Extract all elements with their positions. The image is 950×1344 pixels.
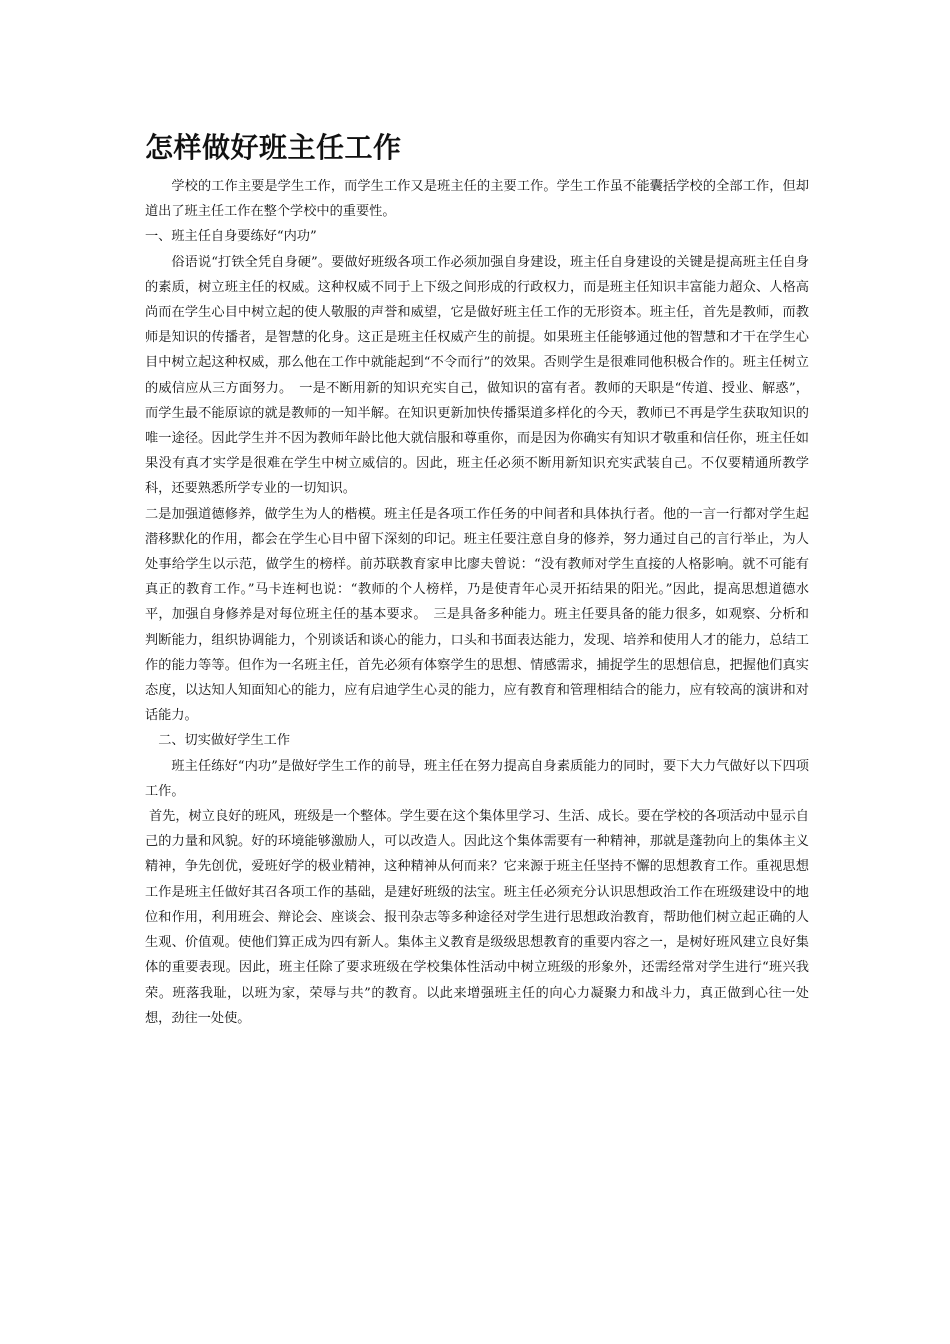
intro-paragraph: 学校的工作主要是学生工作，而学生工作又是班主任的主要工作。学生工作虽不能囊括学校的全部工作，但却道出了班主任工作在整个学校中的重要性。 — [145, 179, 809, 220]
document-title: 怎样做好班主任工作 — [145, 131, 402, 164]
document-page — [145, 128, 809, 1031]
section1-paragraph-1: 俗语说“打铁全凭自身硬”。要做好班级各项工作必须加强自身建设，班主任自身建设的关键是提高班主任自身的素质，树立班主任的权威。这种权威不同于上下级之间形成的行政权力，而是班主任知识丰富能力超众、人格高尚而在学生心目中树立起的使人敬服的声誉和威望，它是做好班主任工作的无形资本。班主任，首先是教师，而教师是知识的传播者，是智慧的化身。这正是班主任权威产生的前提。如果班主任能够通过他的智慧和才干在学生心目中树立起这种权威，那么他在工作中就能起到“不令而行”的效果。否则学生是很难同他积极合作的。班主任树立的威信应从三方面努力。 一是不断用新的知识充实自己，做知识的富有者。教师的天职是“传道、授业、解惑”，而学生最不能原谅的就是教师的一知半解。在知识更新加快传播渠道多样化的今天，教师已不再是学生获取知识的唯一途径。因此学生并不因为教师年龄比他大就信服和尊重你，而是因为你确实有知识才敬重和信任你，班主任如果没有真才实学是很难在学生中树立威信的。因此，班主任必须不断用新知识充实武装自己。不仅要精通所教学科，还要熟悉所学专业的一切知识。 — [145, 254, 809, 497]
section2-heading: 二、切实做好学生工作 — [158, 733, 291, 749]
section1-paragraph-2: 二是加强道德修养，做学生为人的楷模。班主任是各项工作任务的中间者和具体执行者。他的一言一行都对学生起潜移默化的作用，都会在学生心目中留下深刻的印记。班主任要注意自身的修养，努力通过自己的言行举止，为人处事给学生以示范，做学生的榜样。前苏联教育家申比廖夫曾说：“没有教师对学生直接的人格影响。就不可能有真正的教育工作。”马卡连柯也说：“教师的个人榜样，乃是使青年心灵开拓结果的阳光。”因此，提高思想道德水平，加强自身修养是对每位班主任的基本要求。 三是具备多种能力。班主任要具备的能力很多，如观察、分析和判断能力，组织协调能力，个别谈话和谈心的能力，口头和书面表达能力，发现、培养和使用人才的能力，总结工作的能力等等。但作为一名班主任，首先必须有体察学生的思想、情感需求，捕捉学生的思想信息，把握他们真实态度，以达知人知面知心的能力，应有启迪学生心灵的能力，应有教育和管理相结合的能力，应有较高的演讲和对话能力。 — [145, 506, 809, 724]
section2-paragraph-1: 班主任练好“内功”是做好学生工作的前导，班主任在努力提高自身素质能力的同时，要下大力气做好以下四项工作。 — [145, 758, 809, 799]
section2-paragraph-2: 首先，树立良好的班风，班级是一个整体。学生要在这个集体里学习、生活、成长。要在学校的各项活动中显示自己的力量和风貌。好的环境能够激励人，可以改造人。因此这个集体需要有一种精神，那就是蓬勃向上的集体主义精神，争先创优，爱班好学的极业精神，这种精神从何而来？它来源于班主任坚持不懈的思想教育工作。重视思想工作是班主任做好其召各项工作的基础，是建好班级的法宝。班主任必须充分认识思想政治工作在班级建设中的地位和作用，利用班会、辩论会、座谈会、报刊杂志等多种途径对学生进行思想政治教育，帮助他们树立起正确的人生观、价值观。使他们算正成为四有新人。集体主义教育是级级思想教育的重要内容之一，是树好班风建立良好集体的重要表现。因此，班主任除了要求班级在学校集体性活动中树立班级的形象外，还需经常对学生进行“班兴我荣。班落我耻，以班为家，荣辱与共”的教育。以此来增强班主任的向心力凝聚力和战斗力，真正做到心往一处想，劲往一处使。 — [145, 809, 809, 1026]
section1-heading: 一、班主任自身要练好“内功” — [145, 229, 317, 245]
